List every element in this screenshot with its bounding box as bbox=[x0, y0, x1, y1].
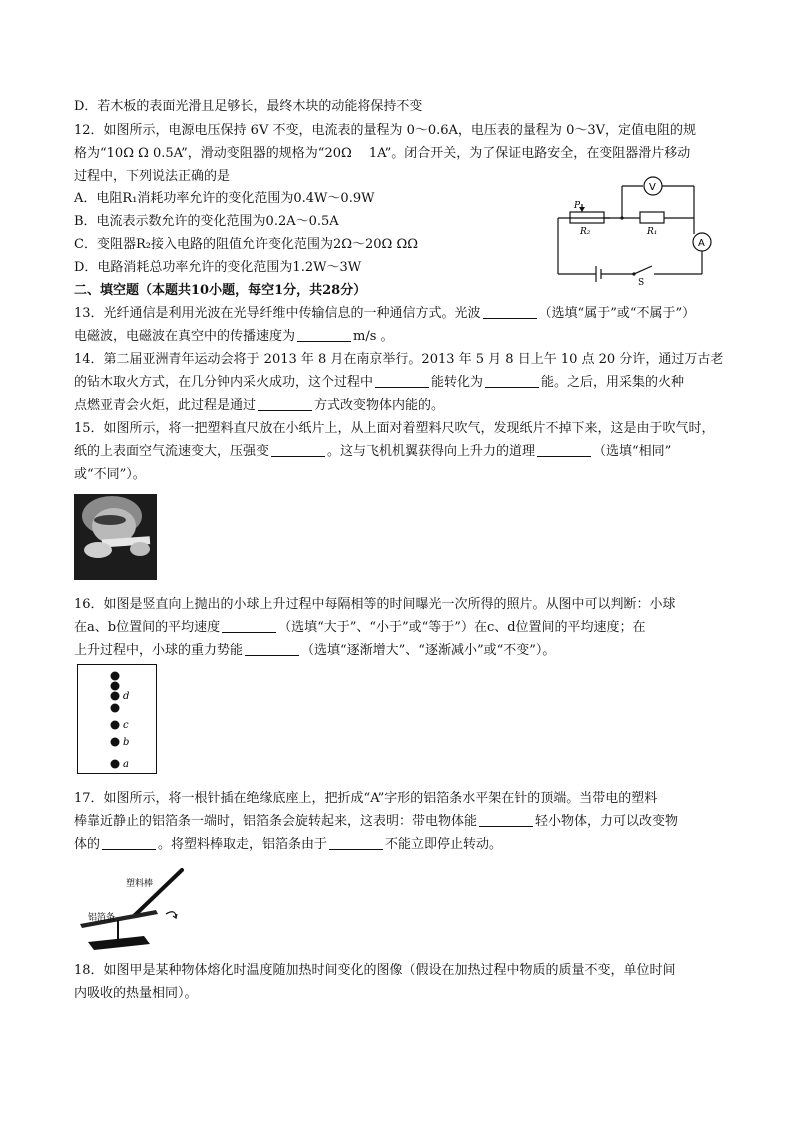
q16-text-b: （选填“大于”、“小于”或“等于”）在c、d位置间的平均速度；在 bbox=[278, 620, 646, 635]
q17-text-c: 体的 bbox=[74, 837, 101, 852]
q16-text-a: 在a、b位置间的平均速度 bbox=[74, 620, 221, 635]
q12-stem-line1: 12．如图所示，电源电压保持 6V 不变，电流表的量程为 0～0.6A，电压表的量程为 0～3V，定值电阻的规 bbox=[74, 123, 696, 138]
answer-blank[interactable] bbox=[297, 328, 351, 342]
slider-label: P bbox=[574, 201, 581, 211]
q14-line3 bbox=[74, 397, 444, 415]
q14-text-e: 方式改变物体内能的。 bbox=[314, 398, 445, 413]
q15-text-c: （选填“相同” bbox=[593, 444, 672, 459]
q12-stem-line2: 格为“10Ω Ω 0.5A”，滑动变阻器的规格为“20Ω 1A”。闭合开关，为了保证电路安全，在变阻器滑片移动 bbox=[74, 146, 691, 161]
q12-stem-line3: 过程中，下列说法正确的是 bbox=[74, 169, 231, 184]
answer-blank[interactable] bbox=[537, 443, 591, 457]
q15-line2 bbox=[74, 443, 671, 461]
answer-blank[interactable] bbox=[375, 374, 429, 388]
answer-blank[interactable] bbox=[222, 619, 276, 633]
answer-blank[interactable] bbox=[485, 374, 539, 388]
foil-rod-figure bbox=[74, 864, 194, 954]
q16-line2 bbox=[74, 619, 646, 637]
q12-option-c: C．变阻器R₂接入电路的阻值允许变化范围为2Ω～20Ω ΩΩ bbox=[74, 237, 419, 252]
q13-line2 bbox=[74, 328, 394, 346]
q18-line1: 18．如图甲是某种物体熔化时温度随加热时间变化的图像（假设在加热过程中物质的质量不变，单位时间 bbox=[74, 963, 676, 978]
q13-text-b: （选填“属于”或“不属于”） bbox=[538, 306, 696, 321]
voltmeter-label: V bbox=[649, 182, 656, 193]
q17-text-e: 不能立即停止转动。 bbox=[385, 837, 503, 852]
q14-line1: 14．第二届亚洲青年运动会将于 2013 年 8 月在南京举行。2013 年 5 月 8 日上午 10 点 20 分许，通过万古老 bbox=[74, 352, 724, 367]
ammeter-label: A bbox=[698, 238, 705, 249]
q18-line2: 内吸收的热量相同）。 bbox=[74, 986, 198, 1001]
foil-label: 铝箔条 bbox=[88, 913, 116, 923]
position-label-c: c bbox=[123, 720, 129, 731]
position-label-b: b bbox=[123, 737, 130, 748]
q15-text-a: 纸的上表面空气流速变大，压强变 bbox=[74, 444, 270, 459]
q11-option-d: D．若木板的表面光滑且足够长，最终木块的动能将保持不变 bbox=[74, 99, 423, 114]
position-label-d: d bbox=[123, 691, 130, 702]
answer-blank[interactable] bbox=[258, 397, 312, 411]
q16-line1: 16．如图是竖直向上抛出的小球上升过程中每隔相等的时间曝光一次所得的照片。从图中可以判断：小球 bbox=[74, 597, 676, 612]
q17-text-d: 。将塑料棒取走，铝箔条由于 bbox=[158, 837, 328, 852]
answer-blank[interactable] bbox=[483, 305, 537, 319]
q15-line3: 或“不同”）。 bbox=[74, 467, 146, 482]
q16-line3 bbox=[74, 642, 555, 660]
q14-text-d: 点燃亚青会火炬，此过程是通过 bbox=[74, 398, 257, 413]
blowing-ruler-photo bbox=[74, 494, 157, 580]
q17-line3 bbox=[74, 836, 502, 854]
q13-text-a: 13．光纤通信是利用光波在光导纤维中传输信息的一种通信方式。光波 bbox=[74, 306, 481, 321]
section-heading-fill-in: 二、填空题（本题共10小题，每空1分，共28分） bbox=[74, 283, 367, 298]
q14-line2 bbox=[74, 374, 684, 392]
q17-line2 bbox=[74, 813, 678, 831]
q17-line1: 17．如图所示，将一根针插在绝缘底座上，把折成“A”字形的铝箔条水平架在针的顶端。当带电的塑料 bbox=[74, 791, 658, 806]
q14-text-c: 能。之后，用采集的火种 bbox=[541, 375, 685, 390]
r2-label: R₂ bbox=[580, 227, 591, 237]
q12-option-b: B．电流表示数允许的变化范围为0.2A～0.5A bbox=[74, 214, 339, 229]
answer-blank[interactable] bbox=[271, 443, 325, 457]
q12-option-d: D．电路消耗总功率允许的变化范围为1.2W～3W bbox=[74, 260, 362, 275]
q14-text-b: 能转化为 bbox=[431, 375, 484, 390]
q17-text-b: 轻小物体，力可以改变物 bbox=[535, 814, 679, 829]
rod-label: 塑料棒 bbox=[126, 879, 154, 889]
q15-line1: 15．如图所示，将一把塑料直尺放在小纸片上，从上面对着塑料尺吹气，发现纸片不掉下来，这是由于吹气时， bbox=[74, 421, 715, 436]
answer-blank[interactable] bbox=[479, 813, 533, 827]
q14-text-a: 的钻木取火方式，在几分钟内采火成功，这个过程中 bbox=[74, 375, 374, 390]
answer-blank[interactable] bbox=[102, 836, 156, 850]
switch-label: S bbox=[638, 278, 645, 286]
q15-text-b: 。这与飞机机翼获得向上升力的道理 bbox=[327, 444, 536, 459]
q17-text-a: 棒靠近静止的铝箔条一端时，铝箔条会旋转起来，这表明：带电物体能 bbox=[74, 814, 478, 829]
answer-blank[interactable] bbox=[245, 642, 299, 656]
q13-line1 bbox=[74, 305, 695, 323]
q13-text-d: m/s 。 bbox=[353, 329, 394, 344]
q16-text-c: 上升过程中，小球的重力势能 bbox=[74, 643, 244, 658]
strobe-ball-figure bbox=[77, 664, 157, 774]
q16-text-d: （选填“逐渐增大”、“逐渐减小”或“不变”）。 bbox=[301, 643, 556, 658]
r1-label: R₁ bbox=[647, 227, 658, 237]
answer-blank[interactable] bbox=[329, 836, 383, 850]
position-label-a: a bbox=[123, 759, 129, 770]
q12-option-a: A．电阻R₁消耗功率允许的变化范围为0.4W～0.9W bbox=[74, 191, 375, 206]
q13-text-c: 电磁波，电磁波在真空中的传播速度为 bbox=[74, 329, 296, 344]
circuit-diagram bbox=[552, 174, 724, 286]
